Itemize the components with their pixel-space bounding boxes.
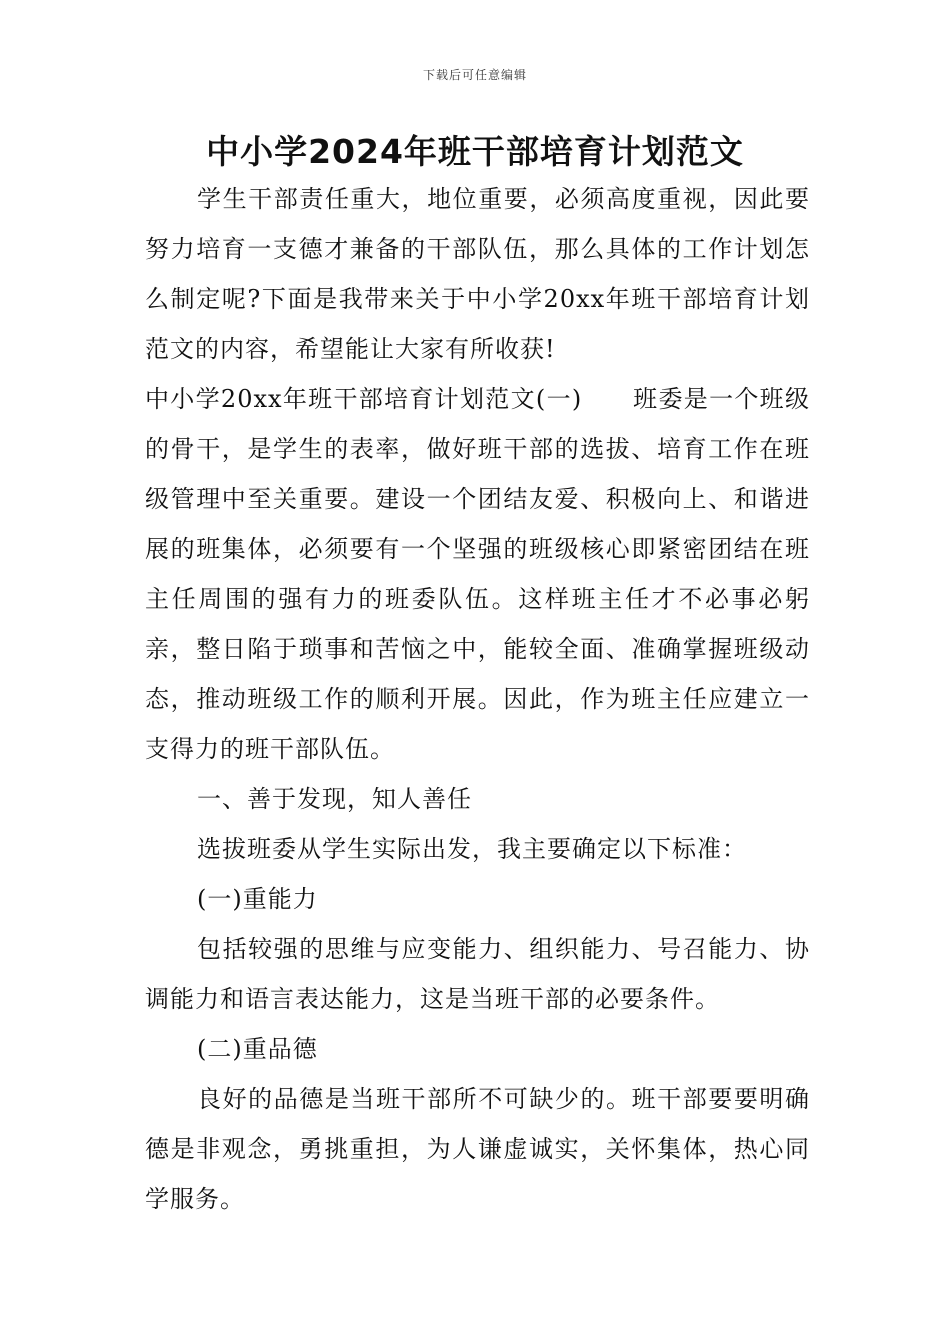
document-body [145, 174, 810, 1224]
heading-discover: 一、善于发现，知人善任 [197, 785, 472, 813]
morality-paragraph: 良好的品德是当班干部所不可缺少的。班干部要要明确德是非观念，勇挑重担，为人谦虚诚实，关怀集体，热心同学服务。 [145, 1085, 810, 1213]
header-note: 下载后可任意编辑 [422, 68, 527, 82]
ability-paragraph: 包括较强的思维与应变能力、组织能力、号召能力、协调能力和语言表达能力，这是当班干部的必要条件。 [145, 935, 810, 1013]
subheading-morality: (二)重品德 [197, 1035, 318, 1063]
document-title: 中小学2024年班干部培育计划范文 [206, 132, 744, 171]
subheading-ability: (一)重能力 [197, 885, 318, 913]
section-one-paragraph: 中小学20xx年班干部培育计划范文(一) 班委是一个班级的骨干，是学生的表率，做好班干部的选拔、培育工作在班级管理中至关重要。建设一个团结友爱、积极向上、和谐进展的班集体，必须要有一个坚强的班级核心即紧密团结在班主任周围的强有力的班委队伍。这样班主任才不必事必躬亲，整日陷于琐事和苦恼之中，能较全面、准确掌握班级动态，推动班级工作的顺利开展。因此，作为班主任应建立一支得力的班干部队伍。 [145, 385, 810, 763]
intro-paragraph: 学生干部责任重大，地位重要，必须高度重视，因此要努力培育一支德才兼备的干部队伍，那么具体的工作计划怎么制定呢?下面是我带来关于中小学20xx年班干部培育计划范文的内容，希望能让大家有所收获! [145, 185, 810, 363]
selection-criteria-paragraph: 选拔班委从学生实际出发，我主要确定以下标准： [197, 835, 747, 863]
